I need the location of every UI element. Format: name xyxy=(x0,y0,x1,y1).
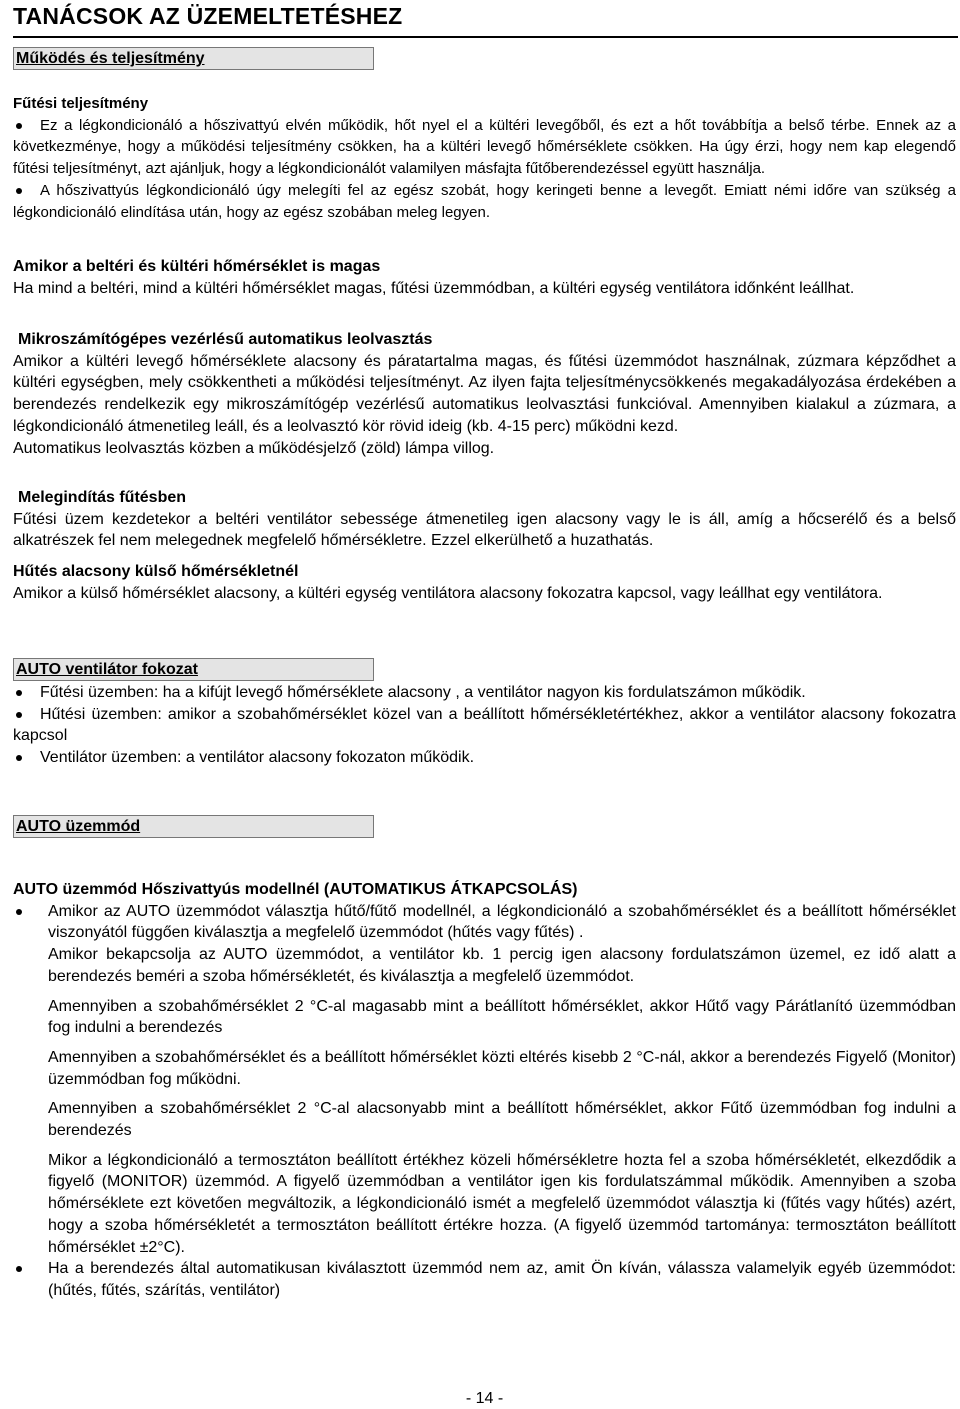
auto-para-4: Amennyiben a szobahőmérséklet 2 °C-al alacsonyabb mint a beállított hőmérséklet, akkor Fűtő üzemmódban fog indulni a berendezés xyxy=(48,1100,956,1140)
auto-para-2: Amennyiben a szobahőmérséklet 2 °C-al magasabb mint a beállított hőmérséklet, akkor Hűtő vagy Párátlanító üzemmódban fog indulni a berendezés xyxy=(48,997,956,1037)
defrost-heading: Mikroszámítógépes vezérlésű automatikus leolvasztás xyxy=(18,331,433,348)
high-temp-text: Ha mind a beltéri, mind a kültéri hőmérséklet magas, fűtési üzemmódban, a kültéri egység ventilátora időnként leállhat. xyxy=(13,279,855,297)
auto-section xyxy=(13,879,956,1302)
defrost-text: Amikor a kültéri levegő hőmérséklete alacsony és páratartalma magas, és fűtési üzemmódot használnak, zúzmara képződhet a kültéri egységben, mely csökkentheti a működési teljesítményt. Az ilyen fajta teljesítménycsökkenés megakadályozása érdekében a berendezés rendelkezik egy mikroszámítógép vezérlésű automatikus leolvasztási funkcióval. Amennyiben kialakul a zúzmara, a légkondicionáló átmenetileg leáll, és a leolvasztó kör rövid ideig (kb. 4-15 perc) működni kezd. xyxy=(13,352,956,435)
defrost-section xyxy=(13,329,956,459)
fan-section xyxy=(13,682,956,769)
auto-para-3: Amennyiben a szobahőmérséklet és a beállított hőmérséklet közti eltérés kisebb 2 °C-nál, akkor a berendezés Figyelő (Monitor) üzemmódban fog működni. xyxy=(48,1048,956,1088)
section-box-label: AUTO ventilátor fokozat xyxy=(16,661,198,678)
heating-bullet-1: Ez a légkondicionáló a hőszivattyú elvén működik, hőt nyel el a kültéri levegőből, és ezt a hőt továbbítja a belső térbe. Ennek az a következménye, hogy a működési teljesítmény csökken, ha a kültéri levegő hőmérséklete csökken. Ha úgy érzi, hogy nem kap elegendő fűtési teljesítményt, azt ajánljuk, hogy a légkondicionálót valamilyen másfajta fűtőberendezéssel együtt használja. xyxy=(13,115,956,180)
low-temp-heading: Hűtés alacsony külső hőmérsékletnél xyxy=(13,563,299,580)
heating-section xyxy=(13,93,956,223)
page-title: TANÁCSOK AZ ÜZEMELTETÉSHEZ xyxy=(13,3,403,29)
heating-bullet-2: A hőszivattyús légkondicionáló úgy melegíti fel az egész szobát, hogy keringeti benne a levegőt. Emiatt némi időre van szükség a légkondicionáló elindítása után, hogy az egész szobában meleg legyen. xyxy=(13,180,956,223)
warm-start-section xyxy=(13,487,956,552)
warm-start-heading: Melegindítás fűtésben xyxy=(18,489,187,506)
section-box-label: AUTO üzemmód xyxy=(16,818,141,835)
section-box-auto-fan xyxy=(13,658,374,681)
section-box-label: Működés és teljesítmény xyxy=(16,50,205,67)
auto-para-5: Mikor a légkondicionáló a termosztáton beállított értékhez közeli hőmérsékletre hozta fel a szoba hőmérsékletét, elkezdődik a figyelő (MONITOR) üzemmód. A figyelő üzemmódban a ventilátor igen kis fordulatszámmal működik. Amennyiben a szoba hőmérséklete ezt követően megváltozik, a légkondicionáló ismét a megfelelő üzemmódot választja ki (fűtés vagy hűtés) azért, hogy a szoba hőmérsékletét a termosztáton beállított értékre hozza. (A figyelő üzemmód tartománya: termosztáton beállított hőmérséklet ±2°C). xyxy=(48,1151,956,1256)
defrost-text-2: Automatikus leolvasztás közben a működésjelző (zöld) lámpa villog. xyxy=(13,439,495,457)
auto-bullet-1: Amikor az AUTO üzemmódot választja hűtő/fűtő modellnél, a légkondicionáló a szobahőmérséklet és a beállított hőmérséklet viszonyától függően kiválasztja a megfelelő üzemmódot (hűtés vagy fűtés) . xyxy=(13,901,956,944)
fan-bullet-fan: Ventilátor üzemben: a ventilátor alacsony fokozaton működik. xyxy=(13,747,956,769)
high-temp-section xyxy=(13,256,956,299)
fan-bullet-cooling: Hűtési üzemben: amikor a szobahőmérséklet közel van a beállított hőmérsékletértékhez, akkor a ventilátor alacsony fokozatra kapcsol xyxy=(13,704,956,747)
auto-list-2 xyxy=(13,1258,956,1301)
page-number: - 14 - xyxy=(465,1390,504,1407)
title-rule xyxy=(13,36,958,38)
auto-bullet-2: Ha a berendezés által automatikusan kiválasztott üzemmód nem az, amit Ön kíván, válassza valamelyik egyéb üzemmódot: (hűtés, fűtés, szárítás, ventilátor) xyxy=(13,1258,956,1301)
heating-list xyxy=(13,115,956,224)
high-temp-heading: Amikor a beltéri és kültéri hőmérséklet is magas xyxy=(13,258,381,275)
section-box-auto-mode xyxy=(13,815,374,838)
warm-start-text: Fűtési üzem kezdetekor a beltéri ventilátor sebessége átmenetileg igen alacsony vagy le is áll, amíg a hőcserélő és a belső alkatrészek fel nem melegednek megfelelő hőmérsékletre. Ezzel elkerülhető a huzathatás. xyxy=(13,510,956,550)
auto-heading: AUTO üzemmód Hőszivattyús modellnél (AUTOMATIKUS ÁTKAPCSOLÁS) xyxy=(13,881,578,898)
low-temp-text: Amikor a külső hőmérséklet alacsony, a kültéri egység ventilátora alacsony fokozatra kapcsol, vagy leállhat egy ventilátora. xyxy=(13,584,883,602)
heating-heading: Fűtési teljesítmény xyxy=(13,95,149,112)
fan-list xyxy=(13,682,956,769)
auto-para-1: Amikor bekapcsolja az AUTO üzemmódot, a ventilátor kb. 1 percig igen alacsony fordulatszámon üzemel, ez idő alatt a berendezés beméri a szoba hőmérsékletét, és kiválasztja a megfelelő üzemmódot. xyxy=(48,946,956,985)
auto-list xyxy=(13,901,956,944)
section-box-operation xyxy=(13,47,374,70)
low-temp-section xyxy=(13,561,956,604)
fan-bullet-heating: Fűtési üzemben: ha a kifújt levegő hőmérséklete alacsony , a ventilátor nagyon kis fordulatszámon működik. xyxy=(13,682,956,704)
